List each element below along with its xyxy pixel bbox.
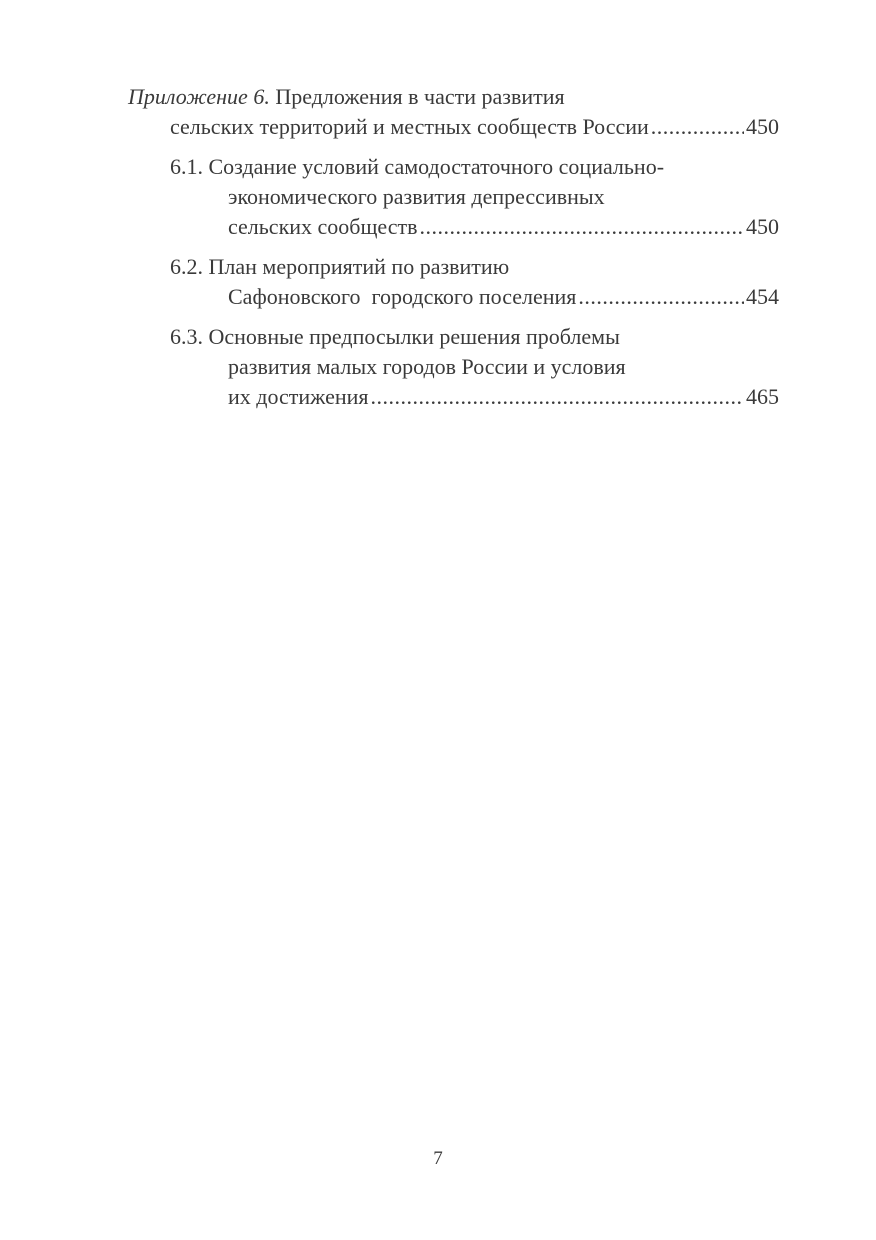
page-number: 7	[433, 1148, 443, 1169]
dot-leader	[651, 112, 744, 142]
table-of-contents	[128, 82, 779, 422]
entry-title-line2: Сафоновского городского поселения	[228, 284, 577, 309]
toc-line	[128, 352, 779, 382]
toc-line	[128, 252, 779, 282]
dot-leader	[578, 282, 744, 312]
entry-title-line1: 6.2. План мероприятий по развитию	[170, 254, 510, 279]
toc-line	[128, 322, 779, 352]
toc-line	[128, 182, 779, 212]
toc-line	[128, 82, 779, 112]
entry-title-line2: экономического развития депрессивных	[228, 184, 605, 209]
entry-title-line2: развития малых городов России и условия	[228, 354, 626, 379]
toc-line	[128, 212, 779, 242]
appendix-title-line1: Предложения в части развития	[275, 84, 565, 109]
entry-title-line1: 6.1. Создание условий самодостаточного социально-	[170, 154, 665, 179]
appendix-title-line2: сельских территорий и местных сообществ России	[170, 114, 649, 139]
page-ref: 454	[746, 284, 779, 309]
dot-leader	[371, 382, 744, 412]
toc-entry-6-3	[128, 322, 779, 412]
appendix-label: Приложение 6.	[128, 84, 270, 109]
toc-line	[128, 152, 779, 182]
entry-title-line1: 6.3. Основные предпосылки решения проблемы	[170, 324, 620, 349]
toc-entry-appendix-6	[128, 82, 779, 142]
toc-line	[128, 282, 779, 312]
entry-title-line3: сельских сообществ	[228, 214, 418, 239]
toc-entry-6-1	[128, 152, 779, 242]
entry-title-line3: их достижения	[228, 384, 369, 409]
dot-leader	[420, 212, 744, 242]
toc-entry-6-2	[128, 252, 779, 312]
toc-line	[128, 112, 779, 142]
page-ref: 450	[746, 214, 779, 239]
toc-line	[128, 382, 779, 412]
page-ref: 450	[746, 114, 779, 139]
page-ref: 465	[746, 384, 779, 409]
